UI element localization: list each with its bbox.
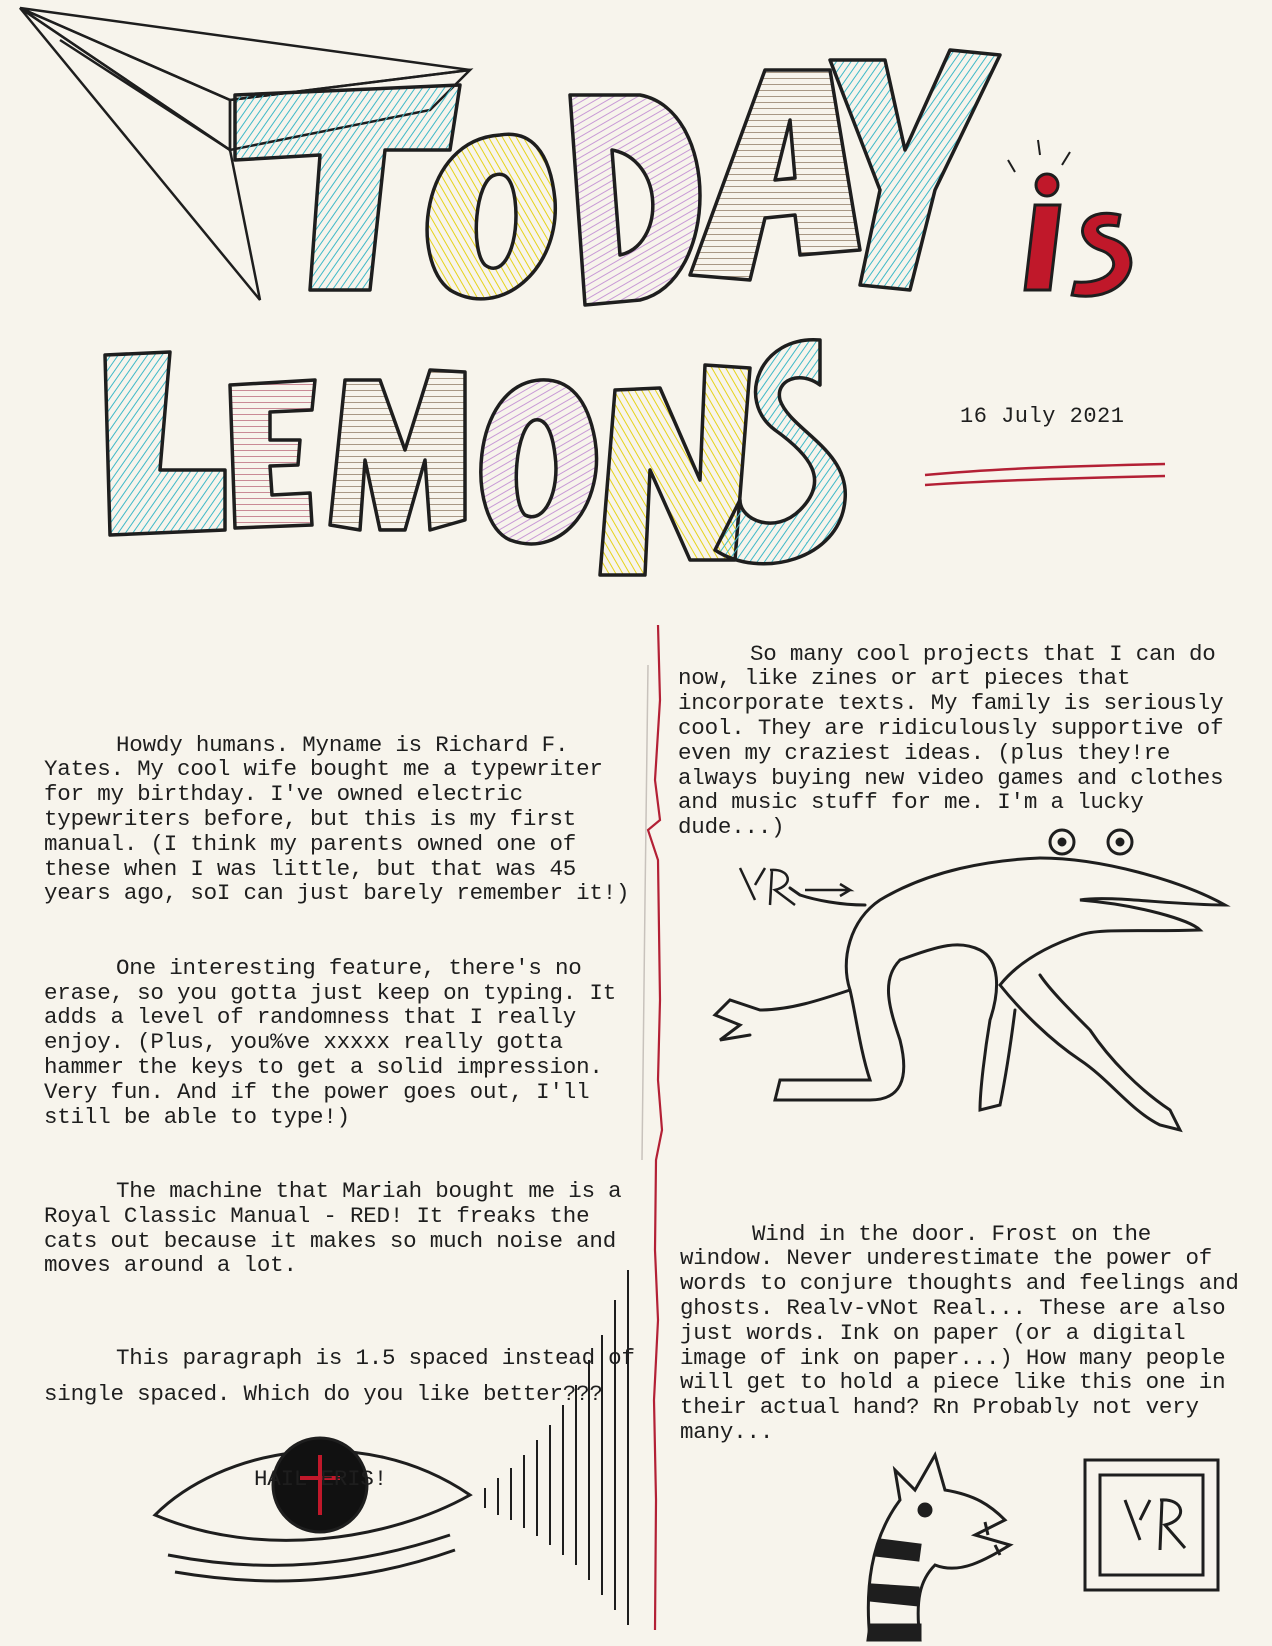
left-paragraph-5: HAIL ERIS! (254, 1466, 388, 1493)
date-underline (925, 464, 1165, 485)
left-text-column (44, 683, 654, 1547)
left-paragraph-3: The machine that Mariah bought me is a Royal Classic Manual - RED! It freaks the cats out because it makes so much noise and moves around a lot. (44, 1177, 635, 1279)
left-paragraph-2: One interesting feature, there's no erase, so you gotta just keep on typing. It adds a level of randomness that I really enjoy. (Plus, you%ve xxxxx really gotta hammer the keys to get a solid impression. Very fun. And if the power goes out, I'll still be able to type!) (44, 954, 630, 1130)
date-label: 16 July 2021 (960, 404, 1125, 429)
title-lemons-letters (105, 340, 845, 575)
title-today-letters (235, 50, 1000, 305)
right-paragraph-2: Wind in the door. Frost on the window. Never underestimate the power of words to conjure thoughts and feelings and ghosts. Realv-vNot Real... These are also just words. Ink on paper (or a digital image of ink on paper...) How many people will get to hold a piece like this one in their actual hand? Rn Probably not very many... (680, 1220, 1253, 1445)
right-text-block-top (678, 592, 1238, 890)
left-paragraph-1: Howdy humans. Myname is Richard F. Yates. My cool wife bought me a typewriter for my birthday. I've owned electric typewriters before, but this is my first manual. (I think my parents owned one of these when I was little, but that was 45 years ago, soI can just barely remember it!) (44, 731, 630, 907)
left-paragraph-4: This paragraph is 1.5 spaced instead of single spaced. Which do you like better??? (44, 1344, 649, 1407)
title-is-word (1008, 140, 1131, 296)
right-text-block-bottom (680, 1172, 1253, 1494)
right-paragraph-1: So many cool projects that I can do now, like zines or art pieces that incorporate texts. My family is seriously cool. They are ridiculously supportive of even my craziest ideas. (plus they!re always buying new video games and clothes and music stuff for me. I'm a lucky dude...) (678, 640, 1237, 841)
